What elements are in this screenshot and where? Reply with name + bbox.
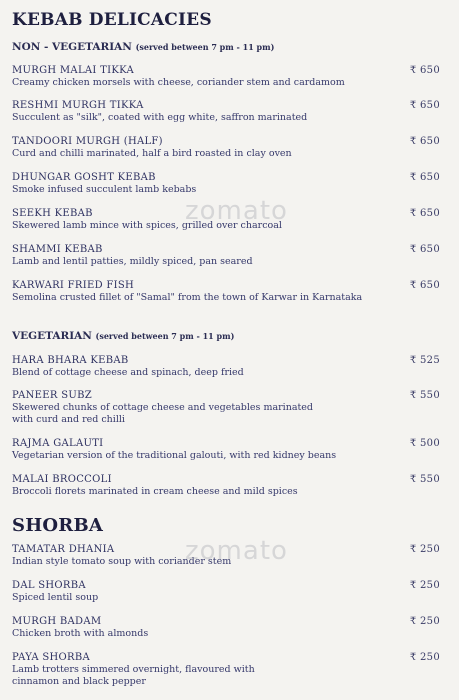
section-title-shorba: SHORBA (12, 515, 104, 536)
menu-item (12, 544, 452, 568)
item-price: ₹ 650 (409, 172, 440, 183)
item-description: Curd and chilli marinated, half a bird roasted in clay oven (12, 148, 292, 159)
menu-item (12, 580, 452, 604)
item-description: Skewered lamb mince with spices, grilled over charcoal (12, 220, 282, 231)
menu-item (12, 652, 452, 688)
item-description: Lamb and lentil patties, mildly spiced, pan seared (12, 256, 253, 267)
item-price: ₹ 650 (409, 65, 440, 76)
item-description: Vegetarian version of the traditional galouti, with red kidney beans (12, 450, 337, 461)
group-time-note: (served between 7 pm - 11 pm) (135, 42, 275, 52)
menu-item (12, 390, 452, 426)
item-price: ₹ 650 (409, 100, 440, 111)
item-name: HARA BHARA KEBAB (12, 355, 129, 366)
item-name: RESHMI MURGH TIKKA (12, 100, 144, 111)
menu-item (12, 438, 452, 462)
menu-item (12, 355, 452, 379)
item-price: ₹ 550 (409, 474, 440, 485)
item-name: DAL SHORBA (12, 580, 86, 591)
item-price: ₹ 250 (409, 652, 440, 663)
item-price: ₹ 650 (409, 208, 440, 219)
item-description: Chicken broth with almonds (12, 628, 149, 639)
menu-item (12, 136, 452, 160)
item-price: ₹ 650 (409, 244, 440, 255)
group-name: NON - VEGETARIAN (12, 41, 132, 53)
item-description: Blend of cottage cheese and spinach, deep fried (12, 367, 244, 378)
item-description: Lamb trotters simmered overnight, flavoured with cinnamon and black pepper (12, 664, 255, 687)
item-name: DHUNGAR GOSHT KEBAB (12, 172, 156, 183)
item-price: ₹ 550 (409, 390, 440, 401)
item-price: ₹ 250 (409, 616, 440, 627)
item-name: KARWARI FRIED FISH (12, 280, 135, 291)
menu-item (12, 100, 452, 124)
group-title-vegetarian (12, 330, 234, 342)
menu-item (12, 474, 452, 498)
item-name: MALAI BROCCOLI (12, 474, 112, 485)
group-title-non-vegetarian (12, 41, 274, 53)
menu-item (12, 616, 452, 640)
group-time-note: (served between 7 pm - 11 pm) (95, 331, 235, 341)
item-description: Broccoli florets marinated in cream cheese and mild spices (12, 486, 298, 497)
menu-item (12, 280, 452, 304)
item-name: SHAMMI KEBAB (12, 244, 103, 255)
item-name: PANEER SUBZ (12, 390, 92, 401)
item-description: Semolina crusted fillet of "Samal" from the town of Karwar in Karnataka (12, 292, 363, 303)
zomato-watermark: zomato (185, 536, 288, 566)
item-description: Succulent as "silk", coated with egg white, saffron marinated (12, 112, 308, 123)
menu-item (12, 172, 452, 196)
item-description: Skewered chunks of cottage cheese and vegetables marinated with curd and red chilli (12, 402, 313, 425)
item-name: MURGH MALAI TIKKA (12, 65, 135, 76)
item-description: Smoke infused succulent lamb kebabs (12, 184, 197, 195)
menu-item (12, 208, 452, 232)
item-name: RAJMA GALAUTI (12, 438, 104, 449)
item-description: Spiced lentil soup (12, 592, 99, 603)
group-name: VEGETARIAN (12, 330, 92, 342)
zomato-watermark: zomato (185, 196, 288, 226)
item-name: TAMATAR DHANIA (12, 544, 115, 555)
item-description: Indian style tomato soup with coriander stem (12, 556, 232, 567)
menu-item (12, 244, 452, 268)
item-price: ₹ 500 (409, 438, 440, 449)
item-price: ₹ 250 (409, 544, 440, 555)
item-price: ₹ 525 (409, 355, 440, 366)
section-title-kebab-delicacies: KEBAB DELICACIES (12, 10, 212, 30)
item-name: PAYA SHORBA (12, 652, 91, 663)
item-name: TANDOORI MURGH (HALF) (12, 136, 163, 147)
item-price: ₹ 650 (409, 280, 440, 291)
item-name: SEEKH KEBAB (12, 208, 93, 219)
menu-item (12, 65, 452, 89)
item-name: MURGH BADAM (12, 616, 102, 627)
item-price: ₹ 250 (409, 580, 440, 591)
item-price: ₹ 650 (409, 136, 440, 147)
item-description: Creamy chicken morsels with cheese, coriander stem and cardamom (12, 77, 345, 88)
